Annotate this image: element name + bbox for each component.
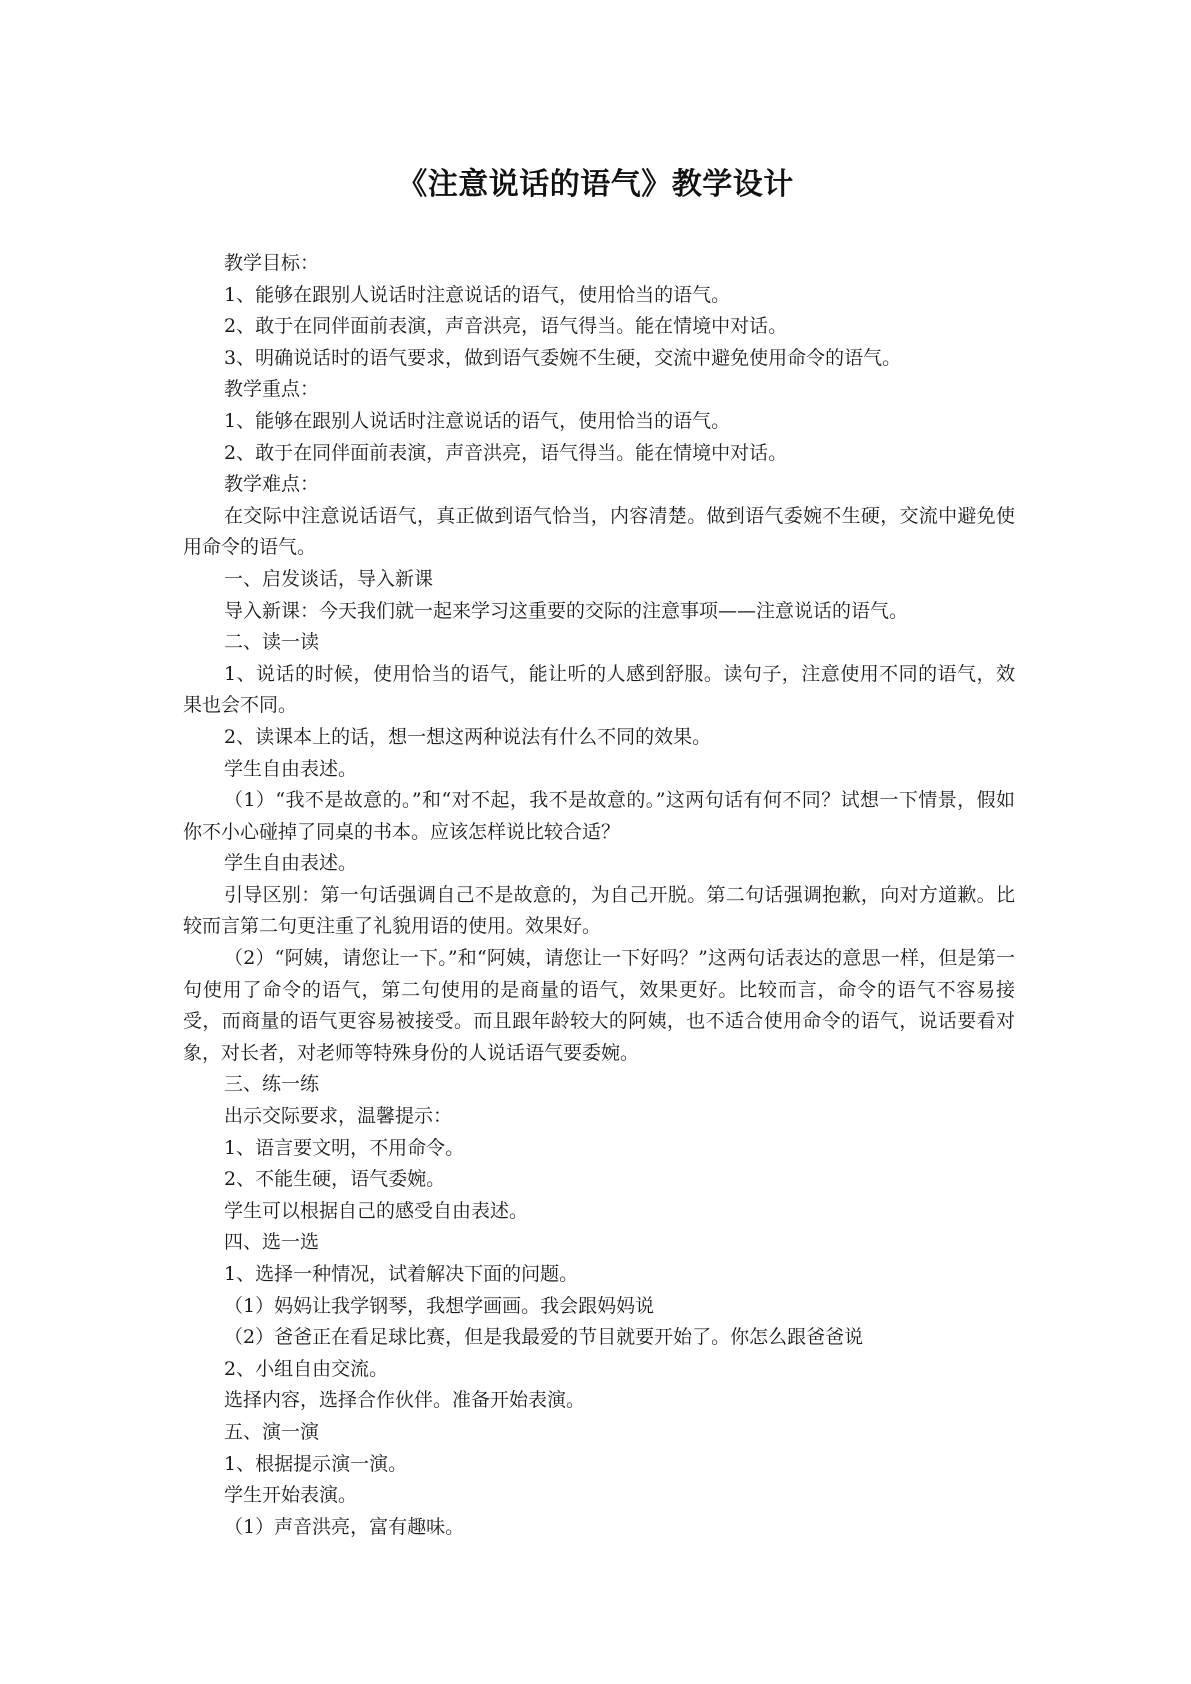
paragraph: 引导区别：第一句话强调自己不是故意的，为自己开脱。第二句话强调抱歉，向对方道歉。比较而言第二句更注重了礼貌用语的使用。效果好。 (183, 883, 1015, 938)
paragraph: 学生可以根据自己的感受自由表述。 (224, 1199, 529, 1222)
paragraph: 1、语言要文明，不用命令。 (224, 1136, 465, 1159)
section-heading: 教学难点： (224, 473, 320, 496)
paragraph: 学生自由表述。 (224, 757, 358, 780)
section-heading: 教学目标： (224, 252, 320, 274)
paragraph: 1、选择一种情况，试着解决下面的问题。 (224, 1263, 579, 1285)
paragraph: 1、能够在跟别人说话时注意说话的语气，使用恰当的语气。 (224, 283, 731, 306)
document-body (183, 248, 1015, 1543)
section-heading: 二、读一读 (224, 631, 320, 654)
paragraph: 3、明确说话时的语气要求，做到语气委婉不生硬，交流中避免使用命令的语气。 (224, 346, 902, 369)
paragraph: （2）爸爸正在看足球比赛，但是我最爱的节目就要开始了。你怎么跟爸爸说 (224, 1326, 864, 1349)
section-heading: 教学重点： (224, 378, 320, 401)
paragraph: 2、敢于在同伴面前表演，声音洪亮，语气得当。能在情境中对话。 (224, 441, 788, 464)
paragraph: （1）妈妈让我学钢琴，我想学画画。我会跟妈妈说 (224, 1294, 655, 1317)
section-heading: 四、选一选 (224, 1231, 320, 1254)
document-title: 《注意说话的语气》教学设计 (397, 167, 794, 202)
paragraph: 出示交际要求，温馨提示： (224, 1105, 453, 1128)
paragraph: （1）声音洪亮，富有趣味。 (224, 1515, 465, 1538)
paragraph: 选择内容，选择合作伙伴。准备开始表演。 (224, 1389, 586, 1412)
paragraph: 学生自由表述。 (224, 852, 358, 875)
paragraph: 2、不能生硬，语气委婉。 (224, 1168, 446, 1191)
paragraph: 2、小组自由交流。 (224, 1357, 389, 1380)
paragraph: （2）“阿姨，请您让一下。”和“阿姨，请您让一下好吗？”这两句话表达的意思一样，但是第一句使用了命令的语气，第二句使用的是商量的语气，效果更好。比较而言，命令的语气不容易接受，而商量的语气更容易被接受。而且跟年龄较大的阿姨，也不适合使用命令的语气，说话要看对象，对长者，对老师等特殊身份的人说话语气要委婉。 (183, 947, 1015, 1064)
section-heading: 一、启发谈话，导入新课 (224, 567, 434, 590)
paragraph: 在交际中注意说话语气，真正做到语气恰当，内容清楚。做到语气委婉不生硬，交流中避免使用命令的语气。 (183, 504, 1015, 559)
section-heading: 三、练一练 (224, 1073, 320, 1096)
paragraph: （1）“我不是故意的。”和“对不起，我不是故意的。”这两句话有何不同？试想一下情景，假如你不小心碰掉了同桌的书本。应该怎样说比较合适？ (183, 789, 1015, 843)
paragraph: 1、根据提示演一演。 (224, 1452, 408, 1475)
section-heading: 五、演一演 (224, 1420, 320, 1443)
paragraph: 2、读课本上的话，想一想这两种说法有什么不同的效果。 (224, 725, 712, 748)
paragraph: 1、说话的时候，使用恰当的语气，能让听的人感到舒服。读句子，注意使用不同的语气，效果也会不同。 (183, 662, 1015, 717)
paragraph: 导入新课：今天我们就一起来学习这重要的交际的注意事项——注意说话的语气。 (224, 599, 909, 622)
paragraph: 2、敢于在同伴面前表演，声音洪亮，语气得当。能在情境中对话。 (224, 315, 788, 338)
paragraph: 学生开始表演。 (224, 1484, 358, 1507)
paragraph: 1、能够在跟别人说话时注意说话的语气，使用恰当的语气。 (224, 409, 731, 432)
